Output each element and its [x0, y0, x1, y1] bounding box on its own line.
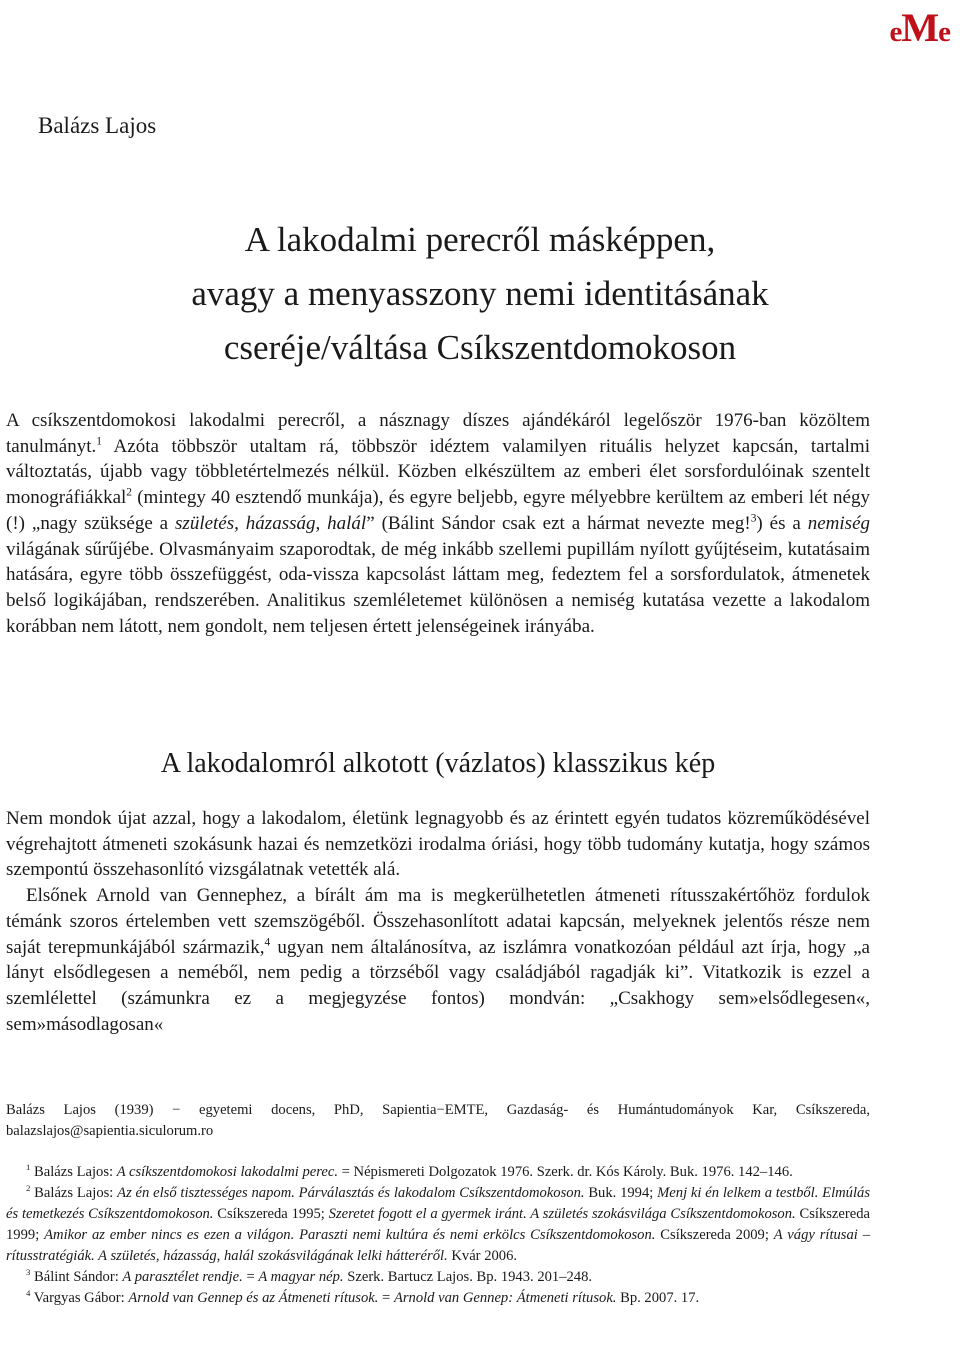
section-paragraph-2: Elsőnek Arnold van Gennephez, a bírált ám ma is megkerülhetetlen átmeneti rítusszakértőhöz fordulok témánk szoros értelemben vett szemszögéből. Összehasonlított adatai kapcsán, melyeknek jelentős része nem saját terepmunkájából származik,$^4$ ugyan nem általánosítva, az iszlámra vonatkozóan például azt írja, hogy „a lányt elsődlegesen a neméből, nem pedig a törzséből vagy családjából ragadják ki”. Vitatkozik is ezzel a szemlélettel (számunkra ez a megjegyzése fontos) mondván: „Csakhogy sem»elsődlegesen«, sem»másodlagosan«: [6, 885, 870, 1035]
section-heading: A lakodalomról alkotott (vázlatos) klasszikus kép: [160, 748, 716, 779]
footnote-3: $^3$ Bálint Sándor: A parasztélet rendje. = A magyar nép. Szerk. Bartucz Lajos. Bp. 1943. 201–248.: [26, 1267, 593, 1285]
footnote-ref-1[interactable]: 1: [96, 435, 102, 448]
author-note: Balázs Lajos (1939) − egyetemi docens, PhD, Sapientia−EMTE, Gazdaság- és Humántudományok Kar, Csíkszereda, balazslajos@sapientia.siculorum.ro: [6, 1102, 870, 1139]
footnote-ref-2[interactable]: 2: [126, 486, 132, 499]
footnote-2: $^2$ Balázs Lajos: Az én első tisztességes napom. Párválasztás és lakodalom Csíkszentdomokoson. Buk. 1994; Menj ki én lelkem a testből. Elmúlás és temetkezés Csíkszentdomokoson. Csíkszereda 1995; Szeretet fogott el a gyermek iránt. A születés szokásvilága Csíkszentdomokoson. Csíkszereda 1999; Amikor az ember nincs es ezen a világon. Paraszti nemi kultúra és nemi erkölcs Csíkszentdomokoson. Csíkszereda 2009; A vágy rítusai –rítusstratégiák. A születés, házasság, halál szokásvilágának lelki hátteréről. Kvár 2006.: [6, 1183, 871, 1264]
footnote-ref-3[interactable]: 3: [750, 512, 757, 525]
section-paragraph-1: Nem mondok újat azzal, hogy a lakodalom, életünk legnagyobb és az érintett egyén tudatos közreműködésével végrehajtott átmeneti szokásunk hazai és nemzetközi irodalma óriási, hogy több tudomány kutatja, hogy számos szempontú összehasonlító vizsgálatnak vetették alá.: [6, 808, 870, 881]
title-line-3: cseréje/váltása Csíkszentdomokoson: [223, 328, 737, 367]
footnote-1: $^1$ Balázs Lajos: A csíkszentdomokosi lakodalmi perec. = Népismereti Dolgozatok 1976. Szerk. dr. Kós Károly. Buk. 1976. 142–146.: [26, 1162, 793, 1180]
journal-logo: eMe: [889, 5, 950, 50]
article-author: Balázs Lajos: [38, 113, 157, 138]
title-line-1: A lakodalmi perecről másképpen,: [244, 220, 716, 259]
footnote-ref-4[interactable]: 4: [264, 936, 271, 949]
intro-paragraph: A csíkszentdomokosi lakodalmi perecről, a násznagy díszes ajándékáról legelőször 1976-ban közöltem tanulmányt.$^1$ Azóta többször utaltam rá, többször idéztem valamilyen rituális helyzet kapcsán, tartalmi változtatás, újabb vagy többletértelmezés nélkül. Közben elkészültem az emberi élet sorsfordulóinak szentelt monográfiákkal$^2$ (mintegy 40 esztendő munkája), és egyre beljebb, egyre mélyebbre kerültem az emberi lét négy (!) „nagy szüksége a születés, házasság, halál” (Bálint Sándor csak ezt a hármat nevezte meg!$^3$) és a nemiség világának sűrűjébe. Olvasmányaim szaporodtak, de még inkább szellemi pupillám nyílott gyűjtéseim, kutatásaim hatására, egyre több összefüggést, oda-vissza kapcsolást láttam meg, fedeztem fel a sorsfordulatok, átmenetek belső logikájában, rendszerében. Analitikus szemléletemet különösen a nemiség kutatása vezette a lakodalom korábban nem látott, nem gondolt, nem teljesen értett jelenségeinek irányába.: [6, 410, 871, 637]
article-title: [0, 213, 960, 375]
section-body: [6, 806, 870, 1037]
footnotes: [6, 1162, 870, 1309]
title-line-2: avagy a menyasszony nemi identitásának: [191, 274, 769, 313]
footnote-4: $^4$ Vargyas Gábor: Arnold van Gennep és az Átmeneti rítusok. = Arnold van Gennep: Átmeneti rítusok. Bp. 2007. 17.: [26, 1288, 700, 1306]
